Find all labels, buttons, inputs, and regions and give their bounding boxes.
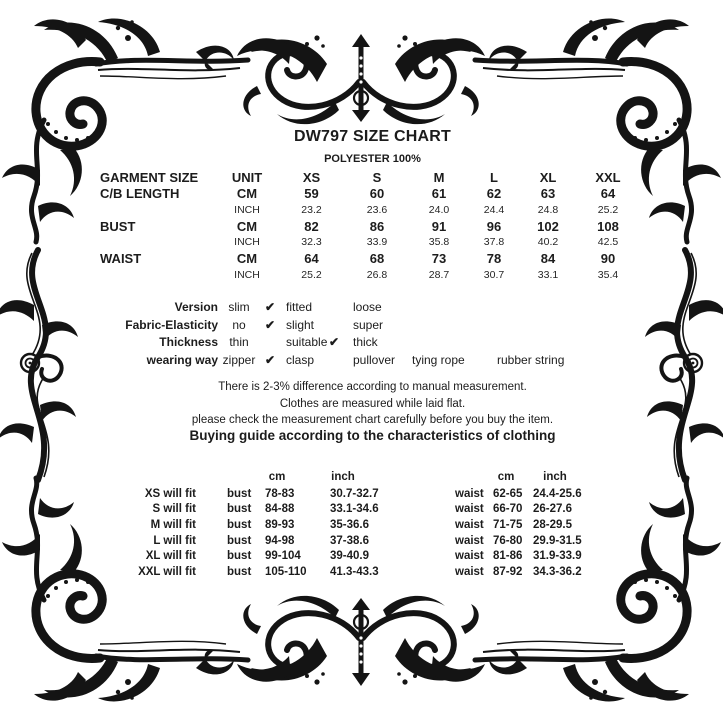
body-part: bust: [227, 487, 252, 500]
column-header-unit: UNIT: [231, 169, 263, 185]
checkmark-icon: ✔: [264, 352, 276, 367]
cm-range: 62-65: [493, 487, 523, 500]
inch-range: 29.9-31.5: [533, 534, 582, 547]
fit-guide-row: [0, 487, 723, 503]
inch-range: 34.3-36.2: [533, 565, 582, 578]
cm-range: 89-93: [265, 518, 295, 531]
inch-range: 37-38.6: [330, 534, 370, 547]
value-cell: 59: [304, 185, 319, 201]
value-cell: 24.0: [428, 203, 450, 216]
attribute-row-version: [0, 299, 723, 317]
attribute-option: clasp: [286, 352, 315, 367]
value-cell: 90: [600, 251, 616, 267]
inch-range: 39-40.9: [330, 550, 370, 563]
body-part: waist: [455, 565, 484, 578]
value-cell: 23.2: [301, 203, 322, 216]
value-cell: 28.7: [428, 268, 450, 281]
inch-range: 24.4-25.6: [533, 487, 582, 500]
body-part: waist: [455, 550, 484, 563]
value-cell: 62: [486, 185, 502, 201]
value-cell: 63: [540, 185, 556, 201]
value-cell: 37.8: [483, 236, 505, 249]
attribute-row-wearing-way: [0, 352, 723, 370]
unit-cell: INCH: [234, 236, 260, 249]
value-cell: 24.8: [537, 203, 559, 216]
cm-range: 71-75: [493, 518, 523, 531]
unit-cell: INCH: [234, 203, 260, 216]
checkmark-icon: ✔: [328, 335, 340, 350]
unit-cell: INCH: [234, 268, 260, 281]
value-cell: 35.4: [597, 268, 619, 281]
cm-range: 94-98: [265, 534, 295, 547]
value-cell: 33.9: [366, 236, 388, 249]
value-cell: 91: [431, 218, 447, 234]
value-cell: 42.5: [597, 236, 619, 249]
attribute-label: Version: [174, 300, 218, 314]
row-label: C/B LENGTH: [100, 185, 180, 201]
column-header-garment-size: GARMENT SIZE: [100, 169, 199, 185]
cm-range: 99-104: [265, 550, 301, 563]
value-cell: 25.2: [301, 268, 322, 281]
value-cell: 86: [369, 218, 385, 234]
fit-guide-row: [0, 502, 723, 518]
column-header-xl: XL: [539, 169, 557, 185]
table-row: [100, 234, 640, 250]
value-cell: 30.7: [483, 268, 505, 281]
note-line: please check the measurement chart carefully before you buy the item.: [191, 414, 554, 427]
note-line: There is 2-3% difference according to manual measurement.: [218, 381, 527, 393]
column-header-cm: cm: [268, 471, 286, 483]
body-part: bust: [227, 503, 252, 516]
unit-cell: CM: [236, 251, 258, 267]
inch-range: 33.1-34.6: [330, 503, 379, 516]
value-cell: 82: [304, 218, 319, 234]
note-line: Clothes are measured while laid flat.: [279, 397, 466, 410]
table-row: [100, 218, 640, 234]
cm-range: 81-86: [493, 550, 523, 563]
size-label: XL will fit: [145, 550, 196, 563]
value-cell: 64: [304, 251, 319, 267]
unit-cell: CM: [236, 185, 258, 201]
fabric-subtitle: POLYESTER 100%: [324, 153, 421, 165]
cm-range: 87-92: [493, 565, 523, 578]
fit-guide-header-row: [0, 470, 723, 487]
value-cell: 25.2: [597, 203, 619, 216]
page-title: DW797 SIZE CHART: [294, 128, 451, 145]
value-cell: 96: [486, 218, 502, 234]
inch-range: 31.9-33.9: [533, 550, 582, 563]
attribute-label: wearing way: [146, 352, 218, 367]
size-label: M will fit: [150, 518, 196, 531]
body-part: waist: [455, 534, 484, 547]
value-cell: 102: [537, 218, 559, 234]
column-header-cm: cm: [497, 471, 515, 483]
value-cell: 60: [369, 185, 385, 201]
value-cell: 68: [369, 251, 385, 267]
value-cell: 73: [431, 251, 447, 267]
attribute-option: tying rope: [412, 352, 465, 367]
row-label: WAIST: [100, 251, 142, 267]
inch-range: 35-36.6: [330, 518, 370, 531]
measurement-notes: [20, 379, 723, 429]
column-header-inch: inch: [331, 471, 355, 483]
size-label: L will fit: [153, 534, 196, 547]
body-part: waist: [455, 503, 484, 516]
body-part: bust: [227, 518, 252, 531]
fit-guide-row: [0, 549, 723, 565]
fit-guide-table: [0, 470, 723, 581]
cm-range: 66-70: [493, 503, 523, 516]
inch-range: 26-27.6: [533, 503, 573, 516]
value-cell: 35.8: [428, 236, 450, 249]
value-cell: 23.6: [366, 203, 388, 216]
inch-range: 41.3-43.3: [330, 565, 379, 578]
attribute-option: suitable: [286, 335, 328, 350]
attribute-row-elasticity: [0, 317, 723, 335]
body-part: bust: [227, 565, 252, 578]
column-header-inch: inch: [543, 471, 567, 483]
value-cell: 64: [600, 185, 616, 201]
size-label: S will fit: [152, 503, 196, 516]
table-row: [100, 250, 640, 266]
cm-range: 105-110: [265, 565, 307, 578]
attribute-option: super: [353, 317, 384, 332]
table-row: [100, 202, 640, 218]
body-part: waist: [455, 487, 484, 500]
fit-guide-row: [0, 518, 723, 534]
unit-cell: CM: [236, 218, 258, 234]
body-part: bust: [227, 550, 252, 563]
fit-guide-row: [0, 534, 723, 550]
attribute-option: slight: [286, 317, 315, 332]
value-cell: 26.8: [366, 268, 388, 281]
attribute-row-thickness: [0, 334, 723, 352]
value-cell: 32.3: [301, 236, 322, 249]
fit-guide-row: [0, 565, 723, 581]
inch-range: 28-29.5: [533, 518, 573, 531]
value-cell: 78: [486, 251, 502, 267]
checkmark-icon: ✔: [264, 300, 276, 314]
attribute-option: rubber string: [497, 352, 565, 367]
value-cell: 61: [431, 185, 447, 201]
buying-guide-heading: Buying guide according to the characteristics of clothing: [189, 428, 556, 443]
attribute-label: Thickness: [159, 335, 218, 350]
size-label: XS will fit: [144, 487, 196, 500]
attribute-option: slim: [228, 300, 250, 314]
size-table: [100, 169, 640, 283]
value-cell: 84: [540, 251, 556, 267]
attribute-label: Fabric-Elasticity: [125, 317, 218, 332]
body-part: waist: [455, 518, 484, 531]
attribute-option: pullover: [353, 352, 396, 367]
attribute-option: thick: [353, 335, 378, 350]
table-row: [100, 267, 640, 283]
column-header-xs: XS: [302, 169, 321, 185]
column-header-m: M: [433, 169, 445, 185]
value-cell: 40.2: [537, 236, 559, 249]
row-label: BUST: [100, 218, 136, 234]
table-row: [100, 185, 640, 201]
column-header-l: L: [490, 169, 498, 185]
attribute-option: fitted: [286, 300, 313, 314]
value-cell: 33.1: [537, 268, 559, 281]
column-header-s: S: [372, 169, 382, 185]
column-header-xxl: XXL: [595, 169, 621, 185]
checkmark-icon: ✔: [264, 317, 276, 332]
attribute-option: no: [232, 317, 246, 332]
inch-range: 30.7-32.7: [330, 487, 379, 500]
cm-range: 84-88: [265, 503, 295, 516]
value-cell: 108: [597, 218, 619, 234]
attribute-list: [0, 299, 723, 369]
value-cell: 24.4: [483, 203, 505, 216]
body-part: bust: [227, 534, 252, 547]
size-table-header-row: [100, 169, 640, 185]
attribute-option: thin: [229, 335, 249, 350]
cm-range: 78-83: [265, 487, 295, 500]
attribute-option: loose: [353, 300, 382, 314]
size-label: XXL will fit: [138, 565, 196, 578]
attribute-option: zipper: [222, 352, 256, 367]
cm-range: 76-80: [493, 534, 523, 547]
